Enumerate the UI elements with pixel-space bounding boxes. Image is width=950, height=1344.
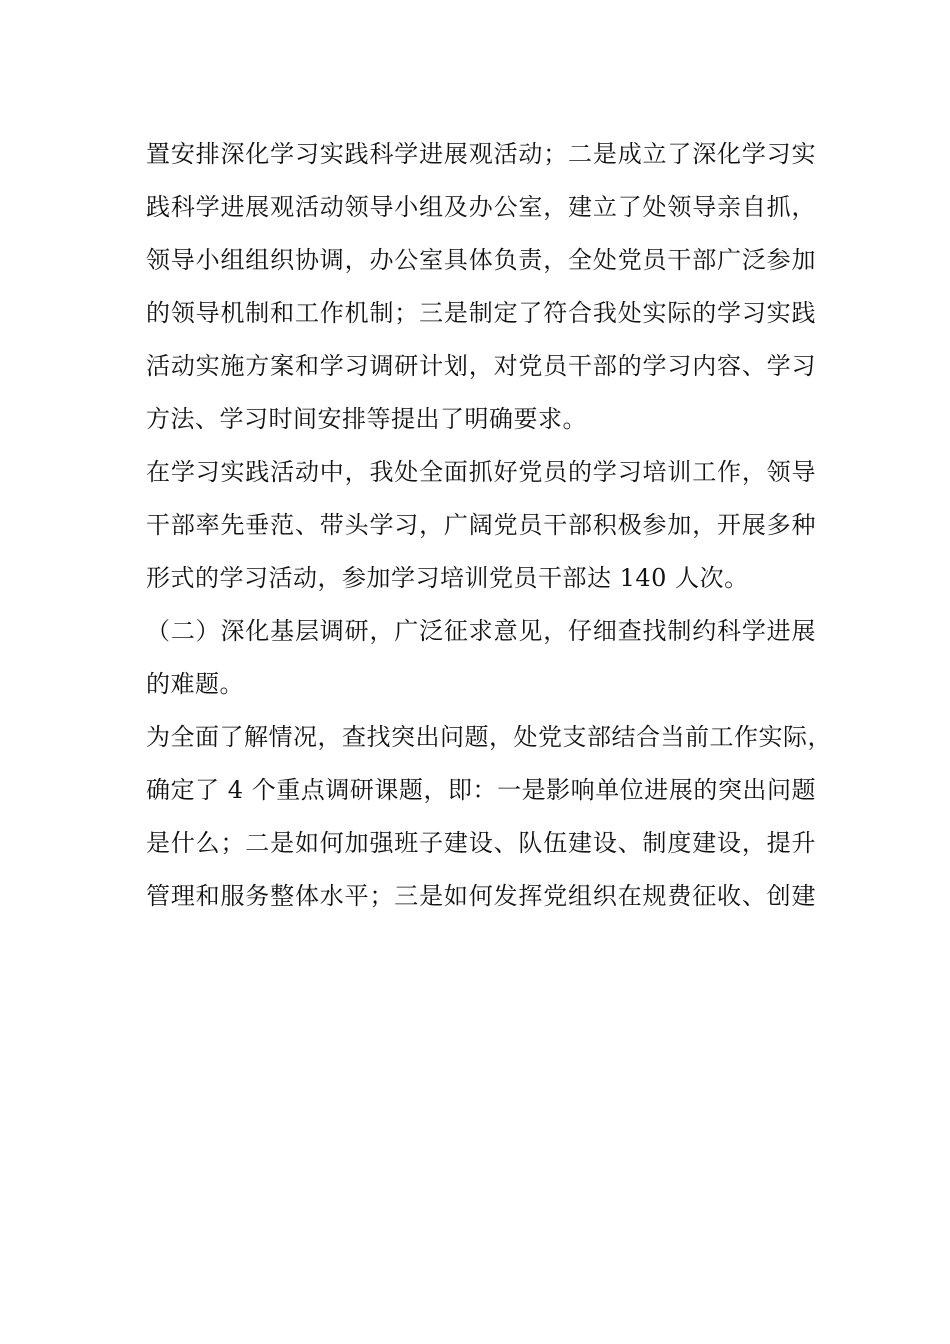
text-line: 置安排深化学习实践科学进展观活动；二是成立了深化学习实 xyxy=(146,140,816,168)
text-line: 管理和服务整体水平；三是如何发挥党组织在规费征收、创建 xyxy=(146,882,816,910)
text-line: 在学习实践活动中，我处全面抓好党员的学习培训工作，领导 xyxy=(146,458,816,486)
text-line: 为全面了解情况，查找突出问题，处党支部结合当前工作实际， xyxy=(146,723,832,751)
text-line: 活动实施方案和学习调研计划，对党员干部的学习内容、学习 xyxy=(146,352,816,380)
text-line: 干部率先垂范、带头学习，广阔党员干部积极参加，开展多种 xyxy=(146,511,816,539)
text-line: 形式的学习活动，参加学习培训党员干部达 140 人次。 xyxy=(146,564,749,592)
section-heading-line: 的难题。 xyxy=(146,670,244,698)
text-line: 领导小组组织协调，办公室具体负责，全处党员干部广泛参加 xyxy=(146,246,816,274)
text-line: 是什么；二是如何加强班子建设、队伍建设、制度建设，提升 xyxy=(146,829,816,857)
text-line: 方法、学习时间安排等提出了明确要求。 xyxy=(146,405,587,433)
body-text xyxy=(146,132,832,927)
text-line: 的领导机制和工作机制；三是制定了符合我处实际的学习实践 xyxy=(146,299,816,327)
section-heading-line: （二）深化基层调研，广泛征求意见，仔细查找制约科学进展 xyxy=(146,617,816,645)
text-line: 确定了 4 个重点调研课题，即：一是影响单位进展的突出问题 xyxy=(146,776,816,804)
text-line: 践科学进展观活动领导小组及办公室，建立了处领导亲自抓， xyxy=(146,193,816,221)
